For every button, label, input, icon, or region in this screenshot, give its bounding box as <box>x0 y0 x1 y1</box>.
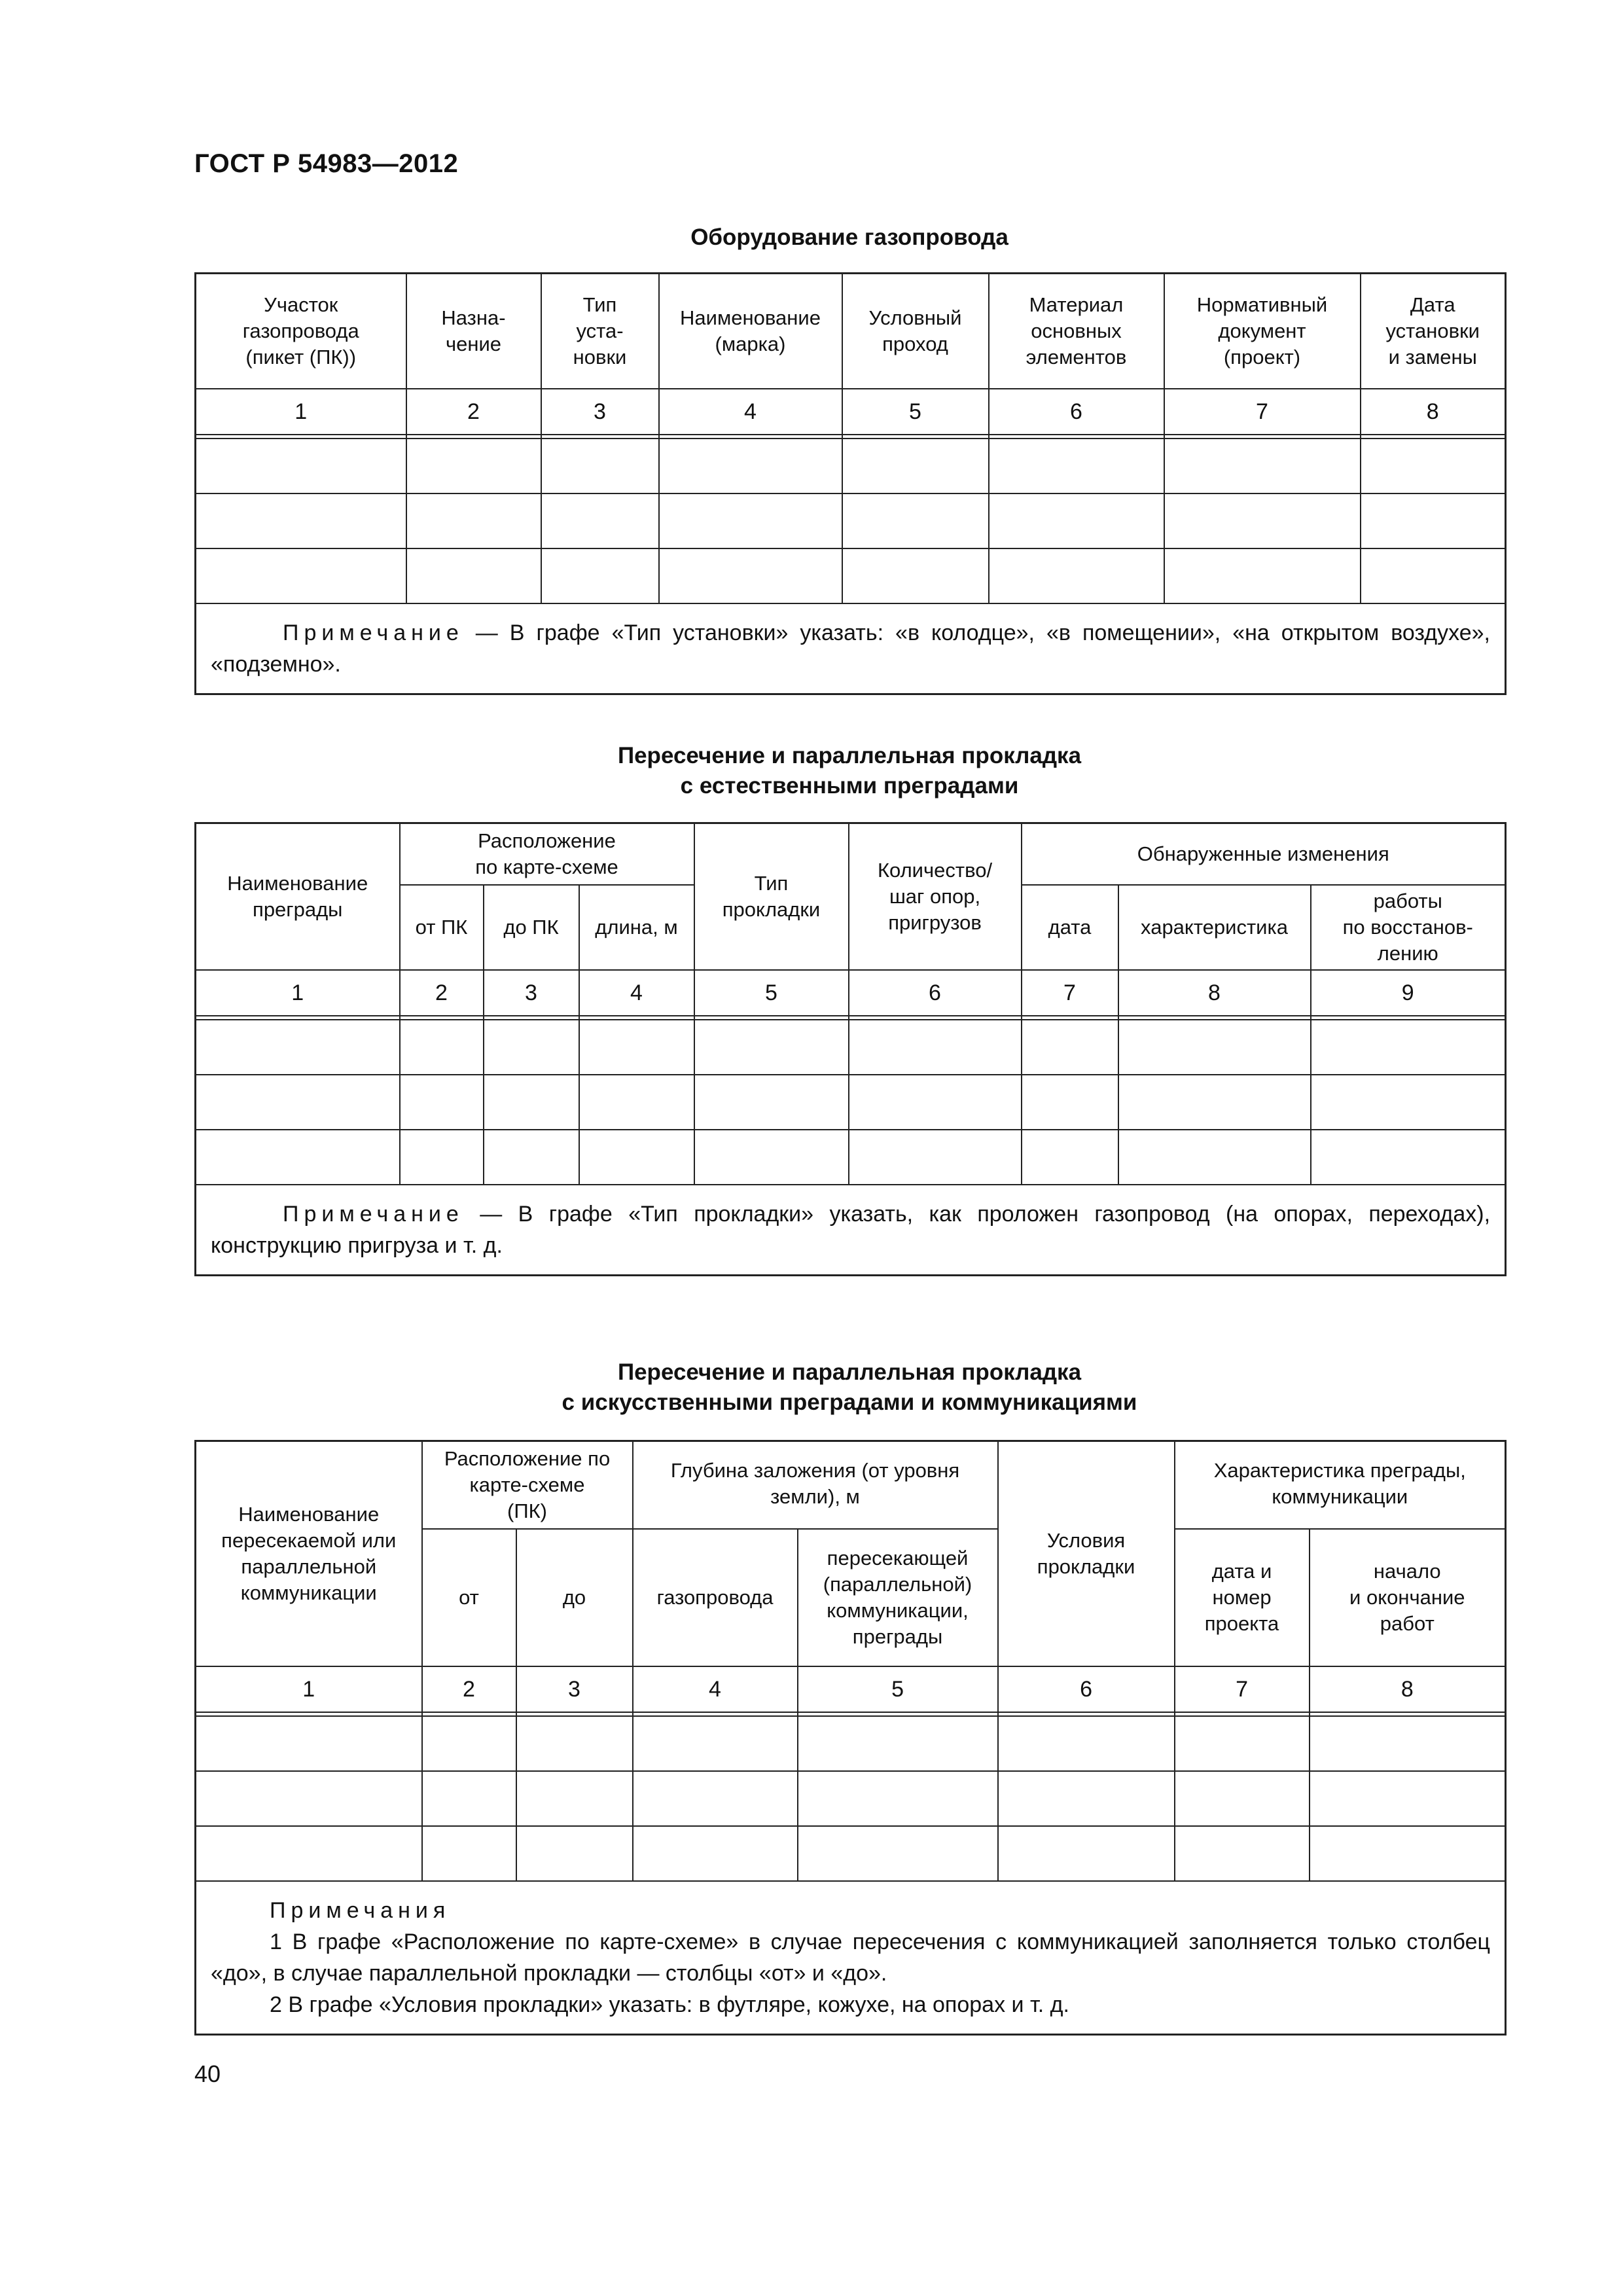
t3-header-project-date: дата и номер проекта <box>1175 1529 1310 1666</box>
t3-header-depth: Глубина заложения (от уровня земли), м <box>633 1441 998 1529</box>
t1-header-section: Участок газопровода (пикет (ПК)) <box>196 274 406 389</box>
t2-header-detected-changes: Обнаруженные изменения <box>1022 823 1506 885</box>
t2-header-laying-type: Тип прокладки <box>694 823 849 970</box>
empty-cell[interactable] <box>1361 548 1506 603</box>
table-row <box>196 1075 1506 1130</box>
empty-cell[interactable] <box>484 1075 579 1130</box>
table-row <box>196 1130 1506 1185</box>
empty-cell[interactable] <box>842 439 989 493</box>
notes-label: Примечания <box>270 1897 451 1923</box>
t3-header-to: до <box>516 1529 633 1666</box>
table-row <box>196 439 1506 493</box>
table1-header-row <box>196 274 1506 389</box>
t1-header-diameter: Условный проход <box>842 274 989 389</box>
empty-cell[interactable] <box>422 1716 516 1771</box>
column-number: 4 <box>579 970 694 1016</box>
empty-cell[interactable] <box>196 1771 422 1826</box>
table3-notes-row <box>196 1881 1506 2035</box>
t2-header-date: дата <box>1022 885 1118 970</box>
empty-cell[interactable] <box>1361 439 1506 493</box>
table-row <box>196 1716 1506 1771</box>
empty-cell[interactable] <box>400 1075 484 1130</box>
empty-cell[interactable] <box>989 439 1164 493</box>
table2-number-row <box>196 970 1506 1016</box>
empty-cell[interactable] <box>1118 1130 1311 1185</box>
empty-cell[interactable] <box>798 1716 998 1771</box>
t2-header-length: длина, м <box>579 885 694 970</box>
empty-cell[interactable] <box>633 1716 798 1771</box>
t3-header-gas-pipeline: газопровода <box>633 1529 798 1666</box>
empty-cell[interactable] <box>579 1020 694 1075</box>
t3-header-communication: Наименование пересекаемой или параллельной коммуникации <box>196 1441 422 1666</box>
empty-cell[interactable] <box>1022 1130 1118 1185</box>
empty-cell[interactable] <box>798 1771 998 1826</box>
empty-cell[interactable] <box>633 1771 798 1826</box>
empty-cell[interactable] <box>1175 1826 1310 1881</box>
empty-cell[interactable] <box>694 1075 849 1130</box>
empty-cell[interactable] <box>516 1771 633 1826</box>
empty-cell[interactable] <box>422 1771 516 1826</box>
empty-cell[interactable] <box>633 1826 798 1881</box>
empty-cell[interactable] <box>989 493 1164 548</box>
t1-header-normative-doc: Нормативный документ (проект) <box>1164 274 1361 389</box>
table1-note <box>196 603 1506 694</box>
empty-cell[interactable] <box>484 1130 579 1185</box>
column-number: 5 <box>842 389 989 435</box>
t1-header-material: Материал основных элементов <box>989 274 1164 389</box>
t2-header-obstacle: Наименование преграды <box>196 823 400 970</box>
column-number: 2 <box>400 970 484 1016</box>
table1-note-row <box>196 603 1506 694</box>
empty-cell[interactable] <box>406 548 541 603</box>
column-number: 3 <box>541 389 659 435</box>
table2-header-row1 <box>196 823 1506 885</box>
empty-cell[interactable] <box>998 1716 1175 1771</box>
empty-cell[interactable] <box>516 1826 633 1881</box>
empty-cell[interactable] <box>659 439 842 493</box>
t1-header-install-type: Тип уста- новки <box>541 274 659 389</box>
empty-cell[interactable] <box>196 1716 422 1771</box>
table3-number-row <box>196 1666 1506 1712</box>
t3-header-location: Расположение по карте-схеме (ПК) <box>422 1441 633 1529</box>
empty-cell[interactable] <box>659 493 842 548</box>
column-number: 6 <box>989 389 1164 435</box>
empty-cell[interactable] <box>849 1020 1022 1075</box>
note-2: 2 В графе «Условия прокладки» указать: в футляре, кожухе, на опорах и т. д. <box>270 1992 1069 2017</box>
t3-header-works-period: начало и окончание работ <box>1310 1529 1506 1666</box>
t2-header-supports-count: Количество/ шаг опор, пригрузов <box>849 823 1022 970</box>
table2-note <box>196 1185 1506 1276</box>
table-row <box>196 548 1506 603</box>
column-number: 6 <box>849 970 1022 1016</box>
column-number: 7 <box>1164 389 1361 435</box>
table3-title: Пересечение и параллельная прокладка с искусственными преградами и коммуникациями <box>562 1359 1137 1415</box>
t2-header-characteristic: характеристика <box>1118 885 1311 970</box>
empty-cell[interactable] <box>1311 1020 1506 1075</box>
table3-header-row1 <box>196 1441 1506 1529</box>
empty-cell[interactable] <box>1310 1826 1506 1881</box>
empty-cell[interactable] <box>484 1020 579 1075</box>
empty-cell[interactable] <box>659 548 842 603</box>
empty-cell[interactable] <box>694 1130 849 1185</box>
column-number: 2 <box>406 389 541 435</box>
empty-cell[interactable] <box>406 493 541 548</box>
empty-cell[interactable] <box>694 1020 849 1075</box>
t1-header-purpose: Назна- чение <box>406 274 541 389</box>
empty-cell[interactable] <box>516 1716 633 1771</box>
column-number: 1 <box>196 389 406 435</box>
empty-cell[interactable] <box>1022 1020 1118 1075</box>
column-number: 1 <box>196 970 400 1016</box>
column-number: 5 <box>798 1666 998 1712</box>
empty-cell[interactable] <box>1118 1075 1311 1130</box>
empty-cell[interactable] <box>1311 1130 1506 1185</box>
empty-cell[interactable] <box>1311 1075 1506 1130</box>
empty-cell[interactable] <box>579 1075 694 1130</box>
table2-title: Пересечение и параллельная прокладка с естественными преградами <box>617 743 1082 798</box>
t2-header-from-pk: от ПК <box>400 885 484 970</box>
empty-cell[interactable] <box>196 1826 422 1881</box>
empty-cell[interactable] <box>541 548 659 603</box>
page-number: 40 <box>194 2060 221 2087</box>
empty-cell[interactable] <box>1310 1771 1506 1826</box>
empty-cell[interactable] <box>541 493 659 548</box>
empty-cell[interactable] <box>1164 548 1361 603</box>
note-text: — В графе «Тип установки» указать: «в колодце», «в помещении», «на открытом воздухе», «подземно». <box>211 620 1490 677</box>
table1-title: Оборудование газопровода <box>690 224 1008 250</box>
equipment-table <box>194 272 1507 695</box>
table-row <box>196 493 1506 548</box>
t3-header-characteristic: Характеристика преграды, коммуникации <box>1175 1441 1506 1529</box>
t3-header-conditions: Условия прокладки <box>998 1441 1175 1666</box>
column-number: 8 <box>1310 1666 1506 1712</box>
empty-cell[interactable] <box>422 1826 516 1881</box>
empty-cell[interactable] <box>1022 1075 1118 1130</box>
note-text: — В графе «Тип прокладки» указать, как проложен газопровод (на опорах, переходах), конструкцию пригруза и т. д. <box>211 1201 1491 1258</box>
empty-cell[interactable] <box>1175 1716 1310 1771</box>
empty-cell[interactable] <box>541 439 659 493</box>
empty-cell[interactable] <box>849 1075 1022 1130</box>
note-label: Примечание <box>283 620 464 645</box>
empty-cell[interactable] <box>400 1130 484 1185</box>
empty-cell[interactable] <box>579 1130 694 1185</box>
empty-cell[interactable] <box>196 439 406 493</box>
empty-cell[interactable] <box>1175 1771 1310 1826</box>
document-header: ГОСТ Р 54983—2012 <box>194 149 459 178</box>
empty-cell[interactable] <box>196 1020 400 1075</box>
table-row <box>196 1020 1506 1075</box>
column-number: 9 <box>1311 970 1506 1016</box>
column-number: 5 <box>694 970 849 1016</box>
t1-header-date: Дата установки и замены <box>1361 274 1506 389</box>
empty-cell[interactable] <box>842 548 989 603</box>
t2-header-restoration-works: работы по восстанов- лению <box>1311 885 1506 970</box>
empty-cell[interactable] <box>400 1020 484 1075</box>
natural-obstacles-table <box>194 822 1507 1276</box>
empty-cell[interactable] <box>196 1130 400 1185</box>
empty-cell[interactable] <box>196 548 406 603</box>
empty-cell[interactable] <box>1310 1716 1506 1771</box>
empty-cell[interactable] <box>1361 493 1506 548</box>
column-number: 4 <box>633 1666 798 1712</box>
column-number: 8 <box>1118 970 1311 1016</box>
table3-notes <box>196 1881 1506 2035</box>
empty-cell[interactable] <box>1164 439 1361 493</box>
empty-cell[interactable] <box>196 1075 400 1130</box>
empty-cell[interactable] <box>842 493 989 548</box>
empty-cell[interactable] <box>196 493 406 548</box>
column-number: 6 <box>998 1666 1175 1712</box>
empty-cell[interactable] <box>849 1130 1022 1185</box>
column-number: 3 <box>516 1666 633 1712</box>
empty-cell[interactable] <box>406 439 541 493</box>
empty-cell[interactable] <box>1164 493 1361 548</box>
column-number: 4 <box>659 389 842 435</box>
column-number: 8 <box>1361 389 1506 435</box>
column-number: 2 <box>422 1666 516 1712</box>
artificial-obstacles-table <box>194 1440 1507 2036</box>
empty-cell[interactable] <box>798 1826 998 1881</box>
table2-note-row <box>196 1185 1506 1276</box>
empty-cell[interactable] <box>998 1771 1175 1826</box>
t1-header-name: Наименование (марка) <box>659 274 842 389</box>
t3-header-crossing: пересекающей (параллельной) коммуникации, преграды <box>798 1529 998 1666</box>
t2-header-location: Расположение по карте-схеме <box>400 823 694 885</box>
t2-header-to-pk: до ПК <box>484 885 579 970</box>
empty-cell[interactable] <box>989 548 1164 603</box>
note-label: Примечание <box>283 1201 464 1227</box>
table1-number-row <box>196 389 1506 435</box>
column-number: 1 <box>196 1666 422 1712</box>
table-row <box>196 1826 1506 1881</box>
empty-cell[interactable] <box>1118 1020 1311 1075</box>
table-row <box>196 1771 1506 1826</box>
column-number: 7 <box>1022 970 1118 1016</box>
t3-header-from: от <box>422 1529 516 1666</box>
column-number: 3 <box>484 970 579 1016</box>
empty-cell[interactable] <box>998 1826 1175 1881</box>
column-number: 7 <box>1175 1666 1310 1712</box>
note-1: 1 В графе «Расположение по карте-схеме» в случае пересечения с коммуникацией заполняется только столбец «до», в случае параллельной прокладки — столбцы «от» и «до». <box>211 1929 1491 1986</box>
